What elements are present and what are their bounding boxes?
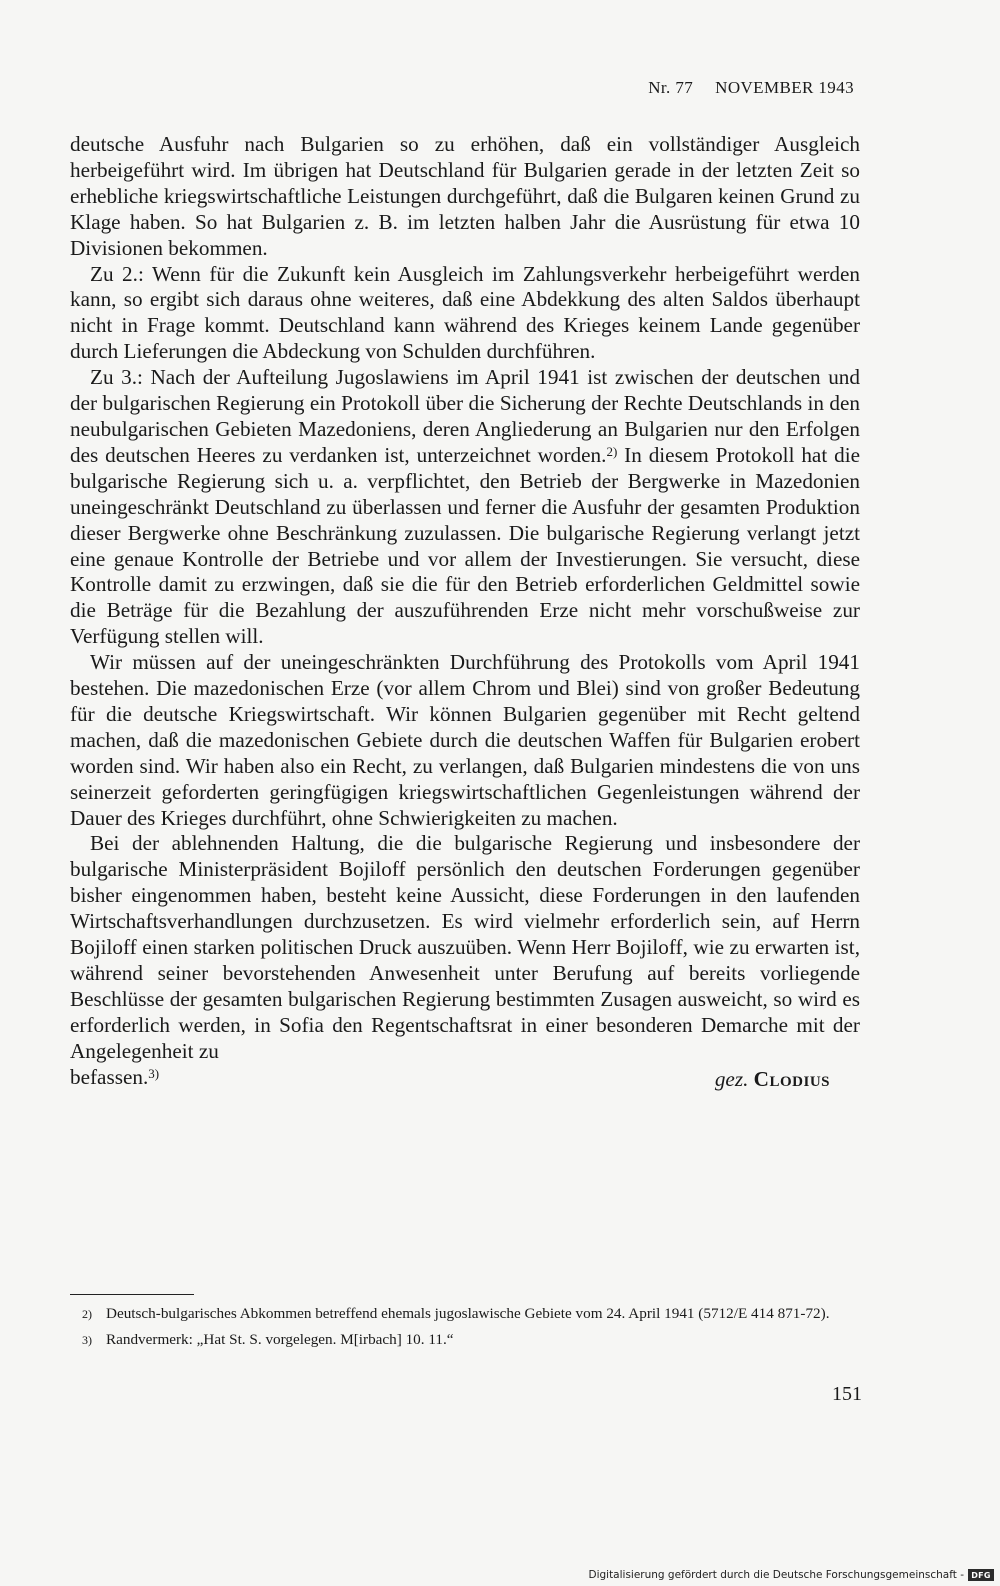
closing-words	[70, 1065, 159, 1091]
digitization-credit	[588, 1569, 994, 1581]
paragraph-5-last-word: befassen.	[70, 1064, 149, 1089]
footnote-item	[82, 1303, 862, 1325]
signature-name: Clodius	[753, 1066, 830, 1091]
signature	[715, 1067, 830, 1093]
footnote-text: Randvermerk: „Hat St. S. vorgelegen. M[irbach] 10. 11.“	[106, 1331, 454, 1348]
paragraph-3-part-b: In diesem Protokoll hat die bulgarische Regierung sich u. a. verpflichtet, den Betrieb der Bergwerke in Mazedonien uneingeschränkt Deutschland zu überlassen und ferner die Ausfuhr der gesamten Produktion dieser Bergwerke ohne Beschränkung zuzulassen. Die bulgarische Regierung verlangt jetzt eine genaue Kontrolle der Betriebe und vor allem der Investierungen. Sie versucht, diese Kontrolle damit zu erzwingen, daß sie die für den Betrieb erforderlichen Geldmittel sowie die Beträge für die Bezahlung der auszuführenden Erze nicht mehr vorschußweise zur Verfügung stellen will.	[70, 442, 860, 649]
footnote-item	[82, 1329, 862, 1351]
digitization-note: Digitalisierung gefördert durch die Deutsche Forschungsgemeinschaft -	[588, 1569, 964, 1581]
footnote-ref-3: 3)	[148, 1065, 160, 1081]
paragraph-2: Zu 2.: Wenn für die Zukunft kein Ausgleich im Zahlungsverkehr herbeigeführt werden kann, so ergibt sich daraus ohne weiteres, daß eine Abdekkung des alten Saldos überhaupt nicht in Frage kommt. Deutschland kann während des Krieges keinem Lande gegenüber durch Lieferungen die Abdeckung von Schulden durchführen.	[70, 261, 860, 364]
closing-line	[70, 1065, 860, 1091]
paragraph-1: deutsche Ausfuhr nach Bulgarien so zu erhöhen, daß ein vollständiger Ausgleich herbeigeführt wird. Im übrigen hat Deutschland für Bulgarien gerade in der letzten Zeit so erhebliche kriegswirtschaftliche Leistungen durchgeführt, daß die Bulgaren keinen Grund zu Klage haben. So hat Bulgarien z. B. im letzten halben Jahr die Ausrüstung für etwa 10 Divisionen bekommen.	[70, 132, 860, 260]
document-number: Nr. 77	[648, 78, 694, 97]
running-header	[648, 78, 854, 98]
footnote-mark: 3)	[82, 1333, 92, 1347]
signature-prefix: gez.	[714, 1066, 749, 1091]
footnote-text: Deutsch-bulgarisches Abkommen betreffend ehemals jugoslawische Gebiete vom 24. April 1941 (5712/E 414 871-72).	[106, 1305, 830, 1322]
footnote-rule	[70, 1294, 194, 1295]
footnotes	[82, 1303, 862, 1355]
page-number: 151	[832, 1383, 862, 1405]
paragraph-4: Wir müssen auf der uneingeschränkten Durchführung des Protokolls vom April 1941 bestehen. Die mazedonischen Erze (vor allem Chrom und Blei) sind von großer Bedeutung für die deutsche Kriegswirtschaft. Wir können Bulgarien gegenüber mit Recht geltend machen, daß die mazedonischen Gebiete durch die deutschen Waffen für Bulgarien erobert worden sind. Wir haben also ein Recht, zu verlangen, daß Bulgarien mindestens die von uns seinerzeit geforderten geringfügigen kriegswirtschaftlichen Gegenleistungen während der Dauer des Krieges durchführt, ohne Schwierigkeiten zu machen.	[70, 650, 860, 830]
body-text	[70, 132, 860, 1091]
dfg-logo-icon: DFG	[968, 1569, 994, 1581]
footnote-mark: 2)	[82, 1307, 92, 1321]
footnote-ref-2: 2)	[606, 443, 618, 459]
header-date: NOVEMBER 1943	[715, 78, 854, 97]
paragraph-3	[70, 365, 860, 650]
paragraph-3-part-a: Zu 3.: Nach der Aufteilung Jugoslawiens im April 1941 ist zwischen der deutschen und der bulgarischen Regierung ein Protokoll über die Sicherung der Rechte Deutschlands in den neubulgarischen Gebieten Mazedoniens, deren Angliederung an Bulgarien nur den Erfolgen des deutschen Heeres zu verdanken ist, unterzeichnet worden.	[70, 365, 860, 467]
paragraph-5: Bei der ablehnenden Haltung, die die bulgarische Regierung und insbesondere der bulgarische Ministerpräsident Bojiloff persönlich den deutschen Forderungen gegenüber bisher eingenommen haben, besteht keine Aussicht, diese Forderungen in den laufenden Wirtschaftsverhandlungen durchzusetzen. Es wird vielmehr erforderlich sein, auf Herrn Bojiloff einen starken politischen Druck auszuüben. Wenn Herr Bojiloff, wie zu erwarten ist, während seiner bevorstehenden Anwesenheit unter Berufung auf bereits vorliegende Beschlüsse der gesamten bulgarischen Regierung bestimmten Zusagen ausweicht, so wird es erforderlich werden, in Sofia den Regentschaftsrat in einer besonderen Demarche mit der Angelegenheit zu	[70, 831, 860, 1063]
